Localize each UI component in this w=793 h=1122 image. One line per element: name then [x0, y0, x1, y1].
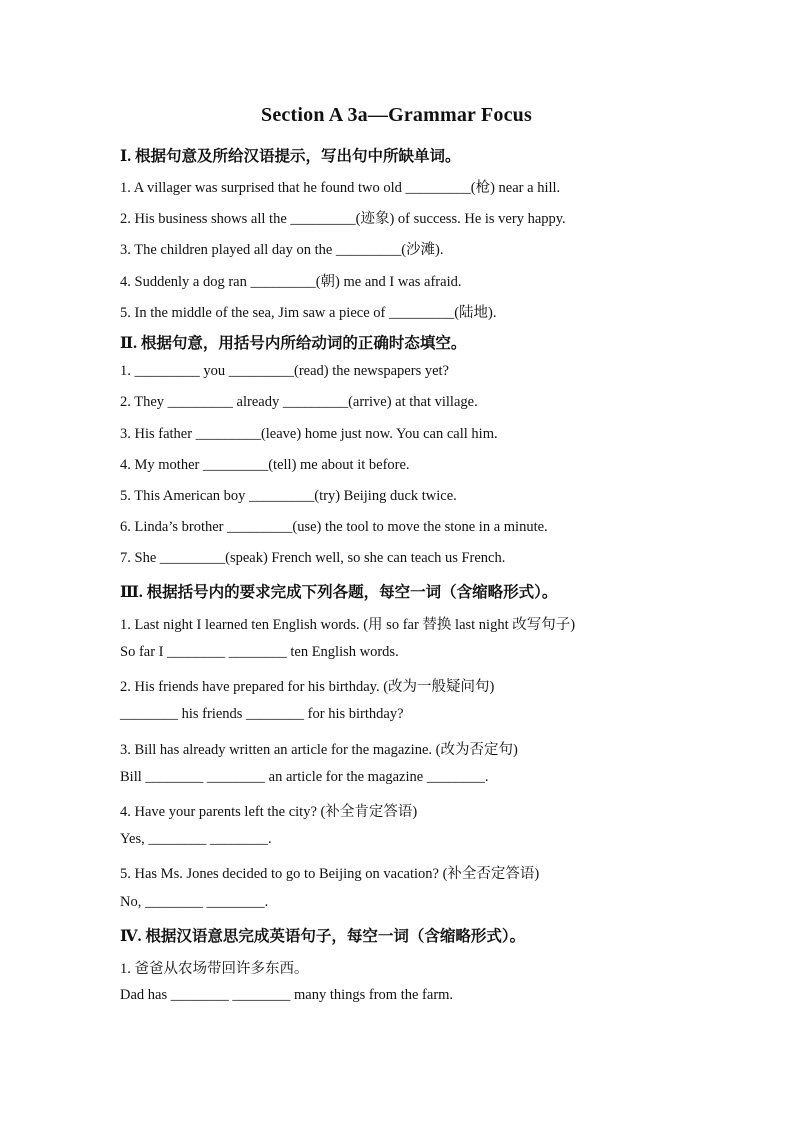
section-3-item-4-answer: Yes, ________ ________. — [120, 831, 272, 847]
section-1-item-5: 5. In the middle of the sea, Jim saw a piece of _________(陆地). — [120, 305, 497, 321]
section-2-item-5: 5. This American boy _________(try) Beijing duck twice. — [120, 488, 457, 504]
section-3-item-2: 2. His friends have prepared for his birthday. (改为一般疑问句) — [120, 679, 495, 695]
section-3-item-3-answer: Bill ________ ________ an article for the magazine ________. — [120, 769, 489, 785]
section-2-item-4: 4. My mother _________(tell) me about it before. — [120, 457, 410, 473]
section-1-heading: Ⅰ. 根据句意及所给汉语提示，写出句中所缺单词。 — [120, 148, 461, 165]
section-1-item-1: 1. A villager was surprised that he found two old _________(枪) near a hill. — [120, 180, 561, 196]
section-2-item-6: 6. Linda’s brother _________(use) the tool to move the stone in a minute. — [120, 519, 548, 535]
section-3-item-5-answer: No, ________ ________. — [120, 894, 269, 910]
section-4-item-1-answer: Dad has ________ ________ many things from the farm. — [120, 987, 454, 1003]
section-2-item-3: 3. His father _________(leave) home just now. You can call him. — [120, 426, 498, 442]
section-3-item-4: 4. Have your parents left the city? (补全肯定答语) — [120, 804, 418, 820]
section-1-item-4: 4. Suddenly a dog ran _________(朝) me and I was afraid. — [120, 274, 462, 290]
section-1-item-3: 3. The children played all day on the _________(沙滩). — [120, 242, 444, 258]
section-3-item-1: 1. Last night I learned ten English words. (用 so far 替换 last night 改写句子) — [120, 617, 576, 633]
section-4-heading: Ⅳ. 根据汉语意思完成英语句子，每空一词（含缩略形式）。 — [120, 928, 526, 945]
section-3-item-2-answer: ________ his friends ________ for his birthday? — [120, 706, 404, 722]
section-3-item-5: 5. Has Ms. Jones decided to go to Beijing on vacation? (补全否定答语) — [120, 866, 540, 882]
section-4-item-1: 1. 爸爸从农场带回许多东西。 — [120, 961, 309, 977]
section-2-item-7: 7. She _________(speak) French well, so she can teach us French. — [120, 550, 506, 566]
section-3-heading: Ⅲ. 根据括号内的要求完成下列各题，每空一词（含缩略形式）。 — [120, 584, 558, 601]
section-1-item-2: 2. His business shows all the _________(迹象) of success. He is very happy. — [120, 211, 566, 227]
section-3-item-1-answer: So far I ________ ________ ten English words. — [120, 644, 399, 660]
section-3-item-3: 3. Bill has already written an article for the magazine. (改为否定句) — [120, 742, 518, 758]
worksheet-title: Section A 3a—Grammar Focus — [261, 104, 532, 126]
section-2-heading: Ⅱ. 根据句意，用括号内所给动词的正确时态填空。 — [120, 335, 467, 352]
section-2-item-2: 2. They _________ already _________(arrive) at that village. — [120, 394, 478, 410]
section-2-item-1: 1. _________ you _________(read) the newspapers yet? — [120, 363, 449, 379]
